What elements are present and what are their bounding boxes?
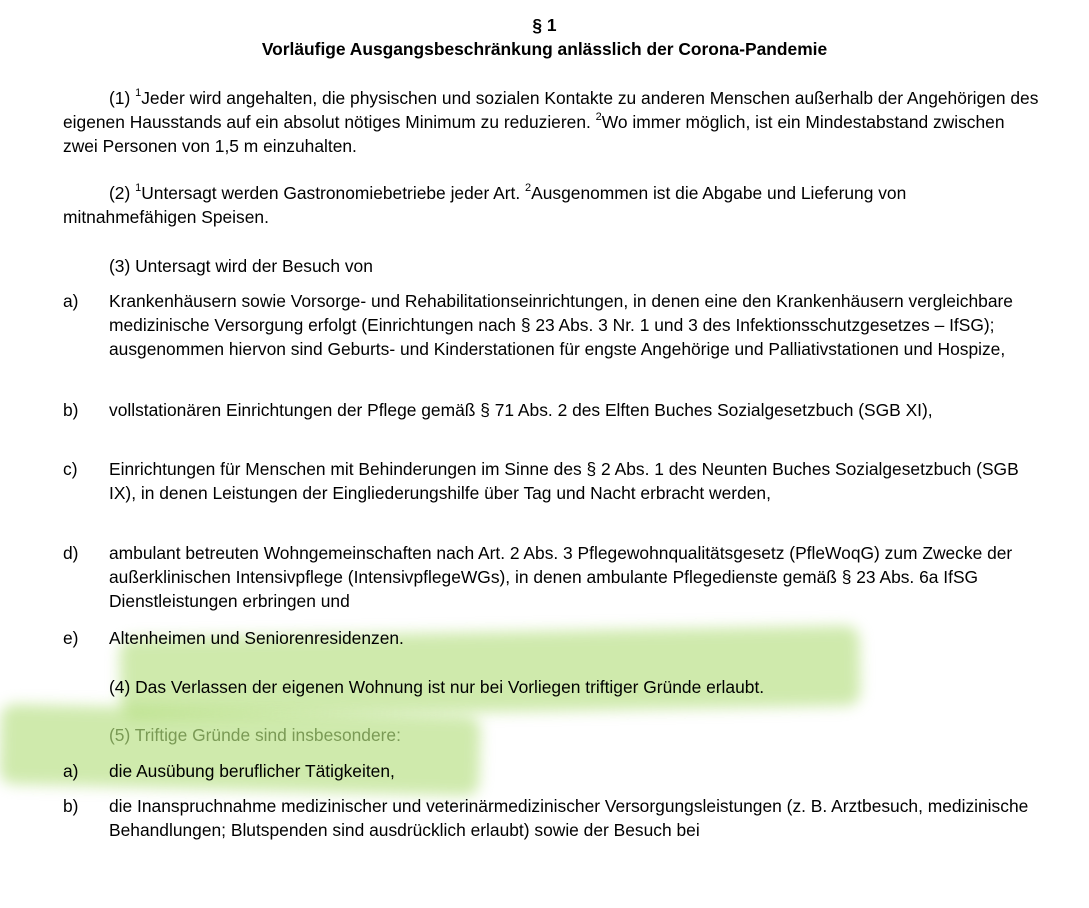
sentence-2-marker: 2 xyxy=(525,182,532,195)
list-item-text: vollstationären Einrichtungen der Pflege gemäß § 71 Abs. 2 des Elften Buches Sozialgesetzbuch (SGB XI), xyxy=(109,400,933,420)
paragraph-1 xyxy=(63,86,1043,158)
paragraph-2-sentence-1: Untersagt werden Gastronomiebetriebe jeder Art. xyxy=(141,183,521,203)
section-title: Vorläufige Ausgangsbeschränkung anlässlich der Corona-Pandemie xyxy=(261,39,828,59)
sentence-1-marker: 1 xyxy=(135,87,142,100)
list-item-text: die Inanspruchnahme medizinischer und veterinärmedizinischer Versorgungsleistungen (z. B. Arztbesuch, medizinische Behandlungen; Blutspenden sind ausdrücklich erlaubt) sowie der Besuch bei xyxy=(109,796,1029,840)
list-item-text: ambulant betreuten Wohngemeinschaften nach Art. 2 Abs. 3 Pflegewohnqualitätsgesetz (PfleWoqG) zum Zwecke der außerklinischen Intensivpflege (IntensivpflegeWGs), in denen ambulante Pflegedienste gemäß § 23 Abs. 6a IfSG Dienstleistungen erbringen und xyxy=(109,543,1013,611)
list-item-label: b) xyxy=(63,400,79,420)
paragraph-5-intro: (5) Triftige Gründe sind insbesondere: xyxy=(109,725,401,745)
paragraph-1-sentence-2: Wo immer möglich, ist ein Mindestabstand zwischen zwei Personen von 1,5 m einzuhalten. xyxy=(63,112,1005,156)
section-number: § 1 xyxy=(532,15,557,35)
list-item-text: Altenheimen und Seniorenresidenzen. xyxy=(109,628,404,648)
paragraph-2-sentence-2: Ausgenommen ist die Abgabe und Lieferung von mitnahmefähigen Speisen. xyxy=(63,183,907,227)
list-item-text: Krankenhäusern sowie Vorsorge- und Rehabilitationseinrichtungen, in denen eine den Krankenhäusern vergleichbare medizinische Versorgung erfolgt (Einrichtungen nach § 23 Abs. 3 Nr. 1 und 3 des Infektionsschutzgesetzes – IfSG); ausgenommen hiervon sind Geburts- und Kinderstationen für engste Angehörige und Palliativstationen und Hospize, xyxy=(109,291,1013,359)
paragraph-2 xyxy=(63,181,1043,229)
list-item-label: e) xyxy=(63,628,79,648)
sentence-1-marker: 1 xyxy=(135,182,142,195)
list-item-label: b) xyxy=(63,796,79,816)
list-item-label: a) xyxy=(63,761,79,781)
list-item-text: Einrichtungen für Menschen mit Behinderungen im Sinne des § 2 Abs. 1 des Neunten Buches Sozialgesetzbuch (SGB IX), in denen Leistungen der Eingliederungshilfe über Tag und Nacht erbracht werden, xyxy=(109,459,1019,503)
list-item-label: c) xyxy=(63,459,78,479)
sentence-2-marker: 2 xyxy=(595,111,602,124)
paragraph-4: (4) Das Verlassen der eigenen Wohnung ist nur bei Vorliegen triftiger Gründe erlaubt. xyxy=(109,677,765,697)
paragraph-2-number: (2) xyxy=(109,183,131,203)
list-item-label: d) xyxy=(63,543,79,563)
list-item-text: die Ausübung beruflicher Tätigkeiten, xyxy=(109,761,395,781)
paragraph-1-number: (1) xyxy=(109,88,131,108)
paragraph-3-intro: (3) Untersagt wird der Besuch von xyxy=(109,256,373,276)
list-item-label: a) xyxy=(63,291,79,311)
paragraph-1-sentence-1: Jeder wird angehalten, die physischen und sozialen Kontakte zu anderen Menschen außerhalb der Angehörigen des eigenen Hausstands auf ein absolut nötiges Minimum zu reduzieren. xyxy=(63,88,1039,132)
